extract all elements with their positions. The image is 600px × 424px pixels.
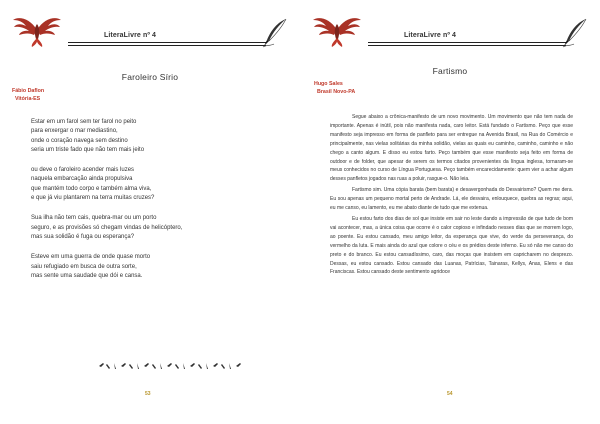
poem-line: naquela embarcação ainda propulsiva [31, 176, 133, 183]
poem-line: seria um triste fado que não tem mais jeito [31, 146, 145, 153]
article-paragraph: Eu estou farto dos dias de sol que insiste em sair no leste dando a impressão de que tudo de bom vai acontecer, mas, a única coisa que ocorre é o calor copioso e infindado nesses dias que se morrem logo, ao poente. Eu estou cansado, meu amigo leitor, da esperança que vive, do verde da perseverança, do vermelho da luta. E mais ainda do azul que colore o céu e os prédios deste inferno. Eu só não me canso do preto e do branco. Eu estou cansadíssimo, caro, das moças que insistem em capricharem no desprezo. Dessas, eu estou cansado. Estou cansado das Luanas, Patrícias, Tainaras, Kellys, Anas, Elens e das Franciscas. Estou cansado deste sentimento agridoce [330, 215, 573, 276]
page-header [312, 8, 588, 48]
page-number: 54 [447, 391, 453, 397]
article-author-place: Brasil Novo-PA [317, 89, 356, 95]
poem-author-name: Fábio Daflon [12, 88, 45, 94]
phoenix-logo-icon [12, 8, 62, 48]
poem-author-block [12, 87, 44, 103]
poem-line: que mantém todo corpo e também alma viva, [31, 185, 152, 192]
header-rule [368, 42, 566, 43]
poem-line: ou deve o faroleiro acender mais luzes [31, 167, 135, 174]
page-header [12, 8, 288, 48]
article-body [330, 113, 573, 279]
poem-line: Esteve em uma guerra de onde quase morto [31, 254, 151, 261]
page-number: 53 [145, 391, 151, 397]
poem-stanza [31, 214, 281, 242]
poem-line: saiu refugiado em busca de outra sorte, [31, 263, 137, 270]
poem-line: mas sua solidão é fuga ou esperança? [31, 233, 135, 240]
poem-stanza [31, 166, 281, 203]
right-page [300, 0, 600, 424]
poem-stanza [31, 118, 281, 155]
article-paragraph: Fartismo sim. Uma cópia barata (bem barata) e desavergonhada do Desvairismo? Quem me dera. Eu sou apenas um pequeno mortal perto de Andrade. Lá, ele desvaira, enlouquece, quebra as regras; aqui, eu me canso, eu lamento, eu me abato diante de tudo que me extenua. [330, 187, 573, 212]
poem-body [31, 118, 281, 292]
quill-pen-icon [262, 18, 288, 48]
article-title: Fartismo [432, 66, 468, 76]
header-title: LiteraLivre nº 4 [104, 32, 157, 39]
article-author-block [314, 80, 355, 96]
poem-author-place: Vitória-ES [15, 96, 41, 102]
poem-line: para enxergar o mar mediastino, [31, 128, 118, 135]
decorative-divider-icon [97, 361, 245, 371]
poem-line: seguro, e as provisões só chegam vindas de helicóptero, [31, 224, 183, 231]
poem-line: e que já viu plantarem na terra muitas cruzes? [31, 195, 155, 202]
header-rule [68, 42, 266, 43]
header-title: LiteraLivre nº 4 [404, 32, 457, 39]
phoenix-logo-icon [312, 8, 362, 48]
poem-title: Faroleiro Sírio [121, 72, 179, 82]
quill-pen-icon [562, 18, 588, 48]
poem-line: mas sente uma saudade que dói e cansa. [31, 272, 143, 279]
article-paragraph: Segue abaixo a crônica-manifesto de um novo movimento. Um movimento que não tem nada de importante. Apenas é inútil, pois não manifesta nada, caro leitor. Está fundado o Fartismo. Peço que esse manifesto seja impresso em forma de panfleto para ser entregue na Avenida Brasil, na Rua do Comércio e principalmente, nas vielas solitárias da minha solidão, vielas as quais eu caminho, caminho, caminho e não chego a canto algum. E disso eu estou farto. Peço também que esse manifesto seja feito em forma de outdoor e de folder, que apesar de serem os termos citados provenientes da língua inglesa, tornaram-se meus conhecidos no curso de Língua Portuguesa. Peço também encarecidamente: quem vier a achar algum desses panfletos jogados nas ruas a poluir, rasgue-o. Não leia. [330, 114, 573, 183]
poem-line: Estar em um farol sem ter farol no peito [31, 119, 137, 125]
poem-line: onde o coração navega sem destino [31, 137, 128, 144]
article-author-name: Hugo Sales [314, 81, 343, 87]
poem-line: Sua ilha não tem cais, quebra-mar ou um porto [31, 215, 157, 222]
poem-stanza [31, 253, 281, 281]
